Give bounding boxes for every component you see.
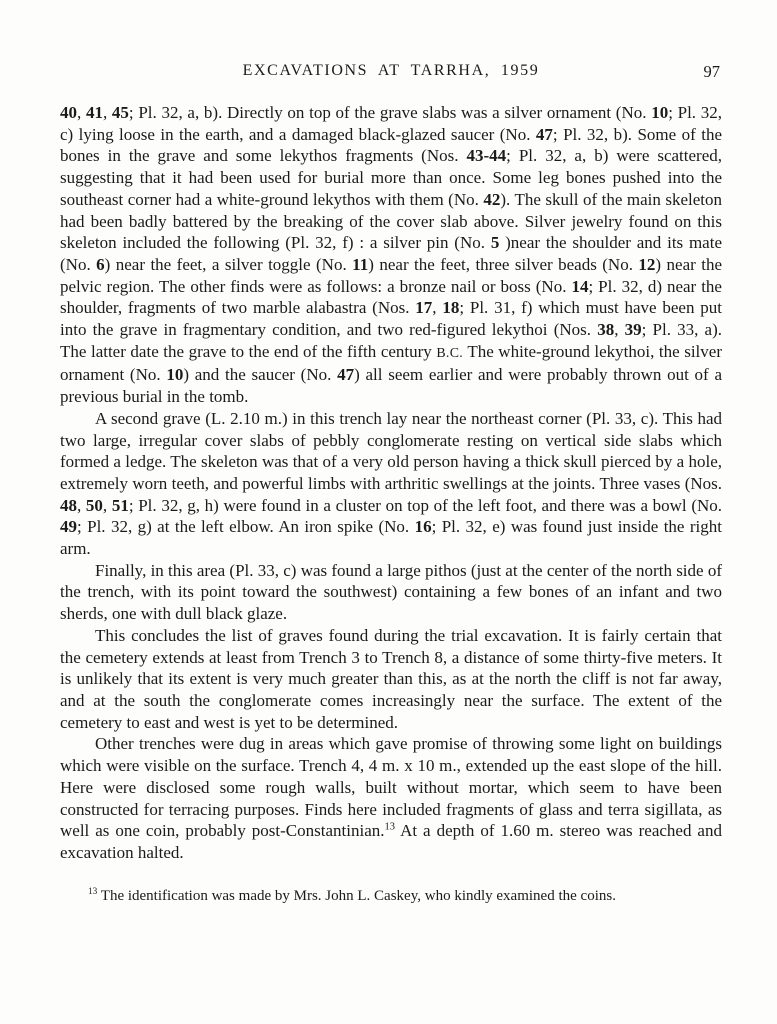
running-title: EXCAVATIONS AT TARRHA, 1959: [242, 62, 540, 79]
footnote-block: [60, 887, 722, 906]
running-head: [60, 62, 722, 82]
body-text: [60, 102, 722, 864]
paragraph: Other trenches were dug in areas which gave promise of throwing some light on buildings which were visible on the surface. Trench 4, 4 m. x 10 m., extended up the east slope of the hill. Here were disclosed some rough walls, built without mortar, which seem to have been constructed for terracing purposes. Finds here included fragments of glass and terra sigillata, as well as one coin, probably post-Constantinian.$^{13}$ At a depth of 1.60 m. stereo was reached and excavation halted.: [60, 734, 722, 862]
paragraph: A second grave (L. 2.10 m.) in this trench lay near the northeast corner (Pl. 33, c). This had two large, irregular cover slabs of pebbly conglomerate resting on vertical side slabs which formed a ledge. The skeleton was that of a very old person having a thick skull pierced by a hole, extremely worn teeth, and powerful limbs with arthritic swellings at the joints. Three vases (Nos. 48, 50, 51; Pl. 32, g, h) were found in a cluster on top of the left foot, and there was a bowl (No. 49; Pl. 32, g) at the left elbow. An iron spike (No. 16; Pl. 32, e) was found just inside the right arm.: [60, 408, 723, 559]
paragraph: 40, 41, 45; Pl. 32, a, b). Directly on top of the grave slabs was a silver ornament (No. 10; Pl. 32, c) lying loose in the earth, and a damaged black-glazed saucer (No. 47; Pl. 32, b). Some of the bones in the grave and some lekythos fragments (Nos. 43-44; Pl. 32, a, b) were scattered, suggesting that it had been used for burial more than once. Some leg bones pushed into the southeast corner had a white-ground lekythos with them (No. 42). The skull of the main skeleton had been badly battered by the breaking of the cover slab above. Silver jewelry found on this skeleton included the following (Pl. 32, f) : a silver pin (No. 5 )near the shoulder and its mate (No. 6) near the feet, a silver toggle (No. 11) near the feet, three silver beads (No. 12) near the pelvic region. The other finds were as follows: a bronze nail or boss (No. 14; Pl. 32, d) near the shoulder, fragments of two marble alabastra (Nos. 17, 18; Pl. 31, f) which must have been put into the grave in fragmentary condition, and two red-figured lekythoi (Nos. 38, 39; Pl. 33, a). The latter date the grave to the end of the fifth century B.C. The white-ground lekythoi, the silver ornament (No. 10) and the saucer (No. 47) all seem earlier and were probably thrown out of a previous burial in the tomb.: [60, 103, 723, 407]
footnote-text: $^{13}$ The identification was made by Mrs. John L. Caskey, who kindly examined the coins.: [88, 886, 616, 904]
paragraph: Finally, in this area (Pl. 33, c) was found a large pithos (just at the center of the north side of the trench, with its point toward the southwest) containing a few bones of an infant and two sherds, one with dull black glaze.: [60, 560, 722, 624]
page-number: 97: [703, 62, 720, 81]
paragraph: This concludes the list of graves found during the trial excavation. It is fairly certain that the cemetery extends at least from Trench 3 to Trench 8, a distance of some thirty-five meters. It is unlikely that its extent is very much greater than this, as at the north the cliff is not far away, and at the south the conglomerate comes increasingly near the surface. The extent of the cemetery to east and west is yet to be determined.: [60, 625, 722, 732]
